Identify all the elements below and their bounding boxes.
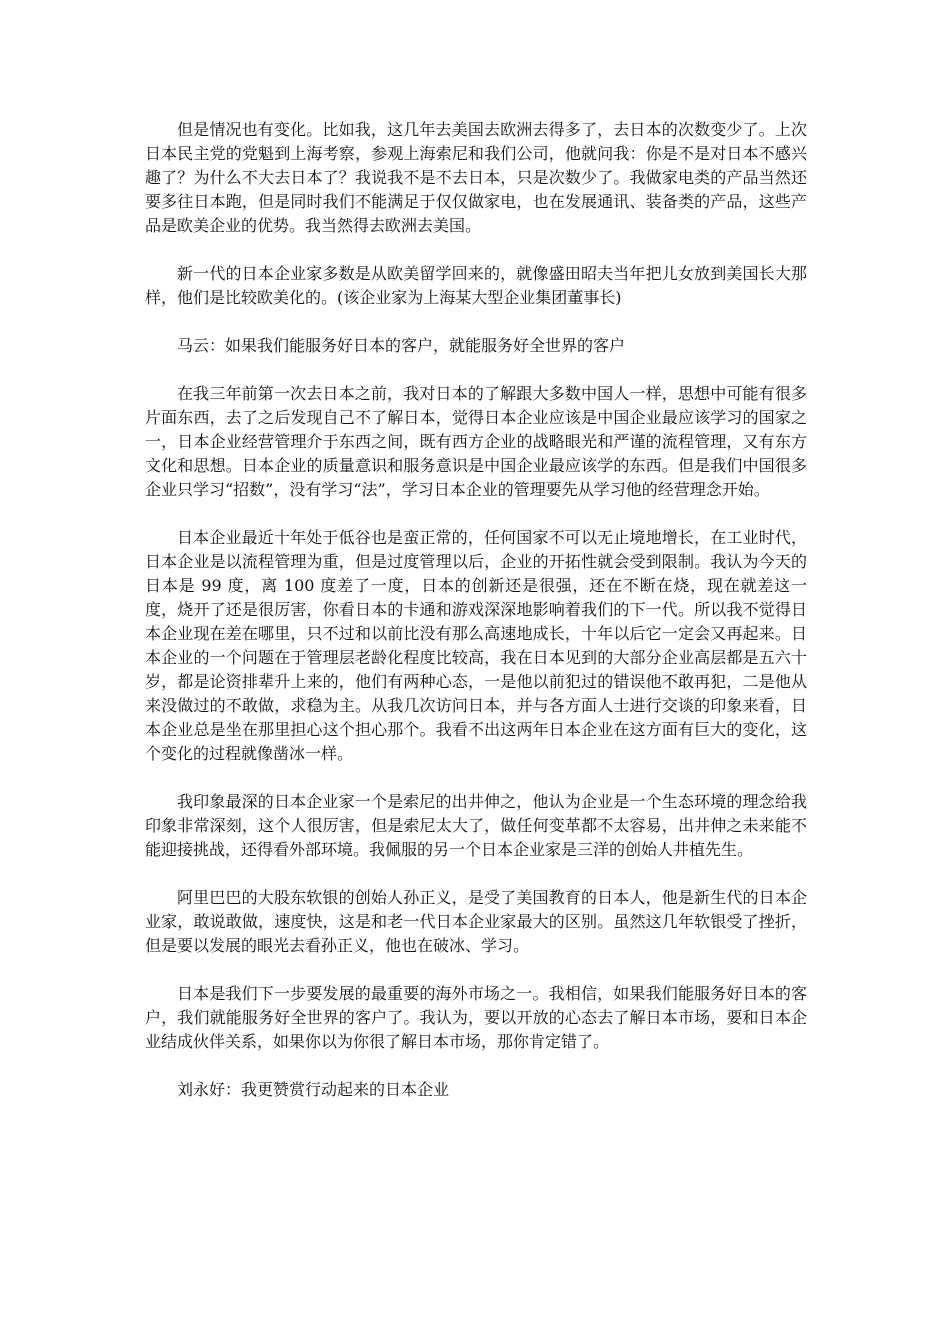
paragraph-new-generation: 新一代的日本企业家多数是从欧美留学回来的，就像盛田昭夫当年把儿女放到美国长大那样，他们是比较欧美化的。(该企业家为上海某大型企业集团董事长) — [145, 264, 807, 307]
paragraph-decade-low: 日本企业最近十年处于低谷也是蛮正常的，任何国家不可以无止境地增长，在工业时代，日本企业是以流程管理为重，但是过度管理以后，企业的开拓性就会受到限制。我认为今天的日本是 99 度，离 100 度差了一度，日本的创新还是很强，还在不断在烧，现在就差这一度，烧开了还是很厉害，你看日本的卡通和游戏深深地影响着我们的下一代。所以我不觉得日本企业现在差在哪里，只不过和以前比没有那么高速地成长，十年以后它一定会又再起来。日本企业的一个问题在于管理层老龄化程度比较高，我在日本见到的大部分企业高层都是五六十岁，都是论资排辈升上来的，他们有两种心态，一是他以前犯过的错误他不敢再犯，二是他从来没做过的不敢做，求稳为主。从我几次访问日本，并与各方面人士进行交谈的印象来看，日本企业总是坐在那里担心这个担心那个。我看不出这两年日本企业在这方面有巨大的变化，这个变化的过程就像凿冰一样。 — [145, 528, 807, 763]
paragraph-change: 但是情况也有变化。比如我，这几年去美国去欧洲去得多了，去日本的次数变少了。上次日本民主党的党魁到上海考察，参观上海索尼和我们公司，他就问我：你是不是对日本不感兴趣了？为什么不大去日本了？我说我不是不去日本，只是次数少了。我做家电类的产品当然还要多往日本跑，但是同时我们不能满足于仅仅做家电，也在发展通讯、装备类的产品，这些产品是欧美企业的优势。我当然得去欧洲去美国。 — [145, 120, 807, 235]
section-heading-liu-yonghao: 刘永好：我更赞赏行动起来的日本企业 — [177, 1080, 450, 1099]
paragraph-son-masayoshi: 阿里巴巴的大股东软银的创始人孙正义，是受了美国教育的日本人，他是新生代的日本企业家，敢说敢做，速度快，这是和老一代日本企业家最大的区别。虽然这几年软银受了挫折，但是要以发展的眼光去看孙正义，他也在破冰、学习。 — [145, 888, 807, 955]
paragraph-impressive-entrepreneurs: 我印象最深的日本企业家一个是索尼的出井伸之，他认为企业是一个生态环境的理念给我印象非常深刻，这个人很厉害，但是索尼太大了，做任何变革都不太容易，出井伸之未来能不能迎接挑战，还得看外部环境。我佩服的另一个日本企业家是三洋的创始人井植先生。 — [145, 792, 807, 859]
section-heading-ma-yun: 马云：如果我们能服务好日本的客户，就能服务好全世界的客户 — [177, 336, 626, 355]
paragraph-first-visit: 在我三年前第一次去日本之前，我对日本的了解跟大多数中国人一样，思想中可能有很多片面东西，去了之后发现自己不了解日本，觉得日本企业应该是中国企业最应该学习的国家之一，日本企业经营管理介于东西之间，既有西方企业的战略眼光和严谨的流程管理，又有东方文化和思想。日本企业的质量意识和服务意识是中国企业最应该学的东西。但是我们中国很多企业只学习“招数”，没有学习“法”，学习日本企业的管理要先从学习他的经营理念开始。 — [145, 384, 807, 499]
paragraph-overseas-market: 日本是我们下一步要发展的最重要的海外市场之一。我相信，如果我们能服务好日本的客户，我们就能服务好全世界的客户了。我认为，要以开放的心态去了解日本市场，要和日本企业结成伙伴关系，如果你以为你很了解日本市场，那你肯定错了。 — [145, 984, 807, 1051]
document-page — [145, 118, 807, 1102]
